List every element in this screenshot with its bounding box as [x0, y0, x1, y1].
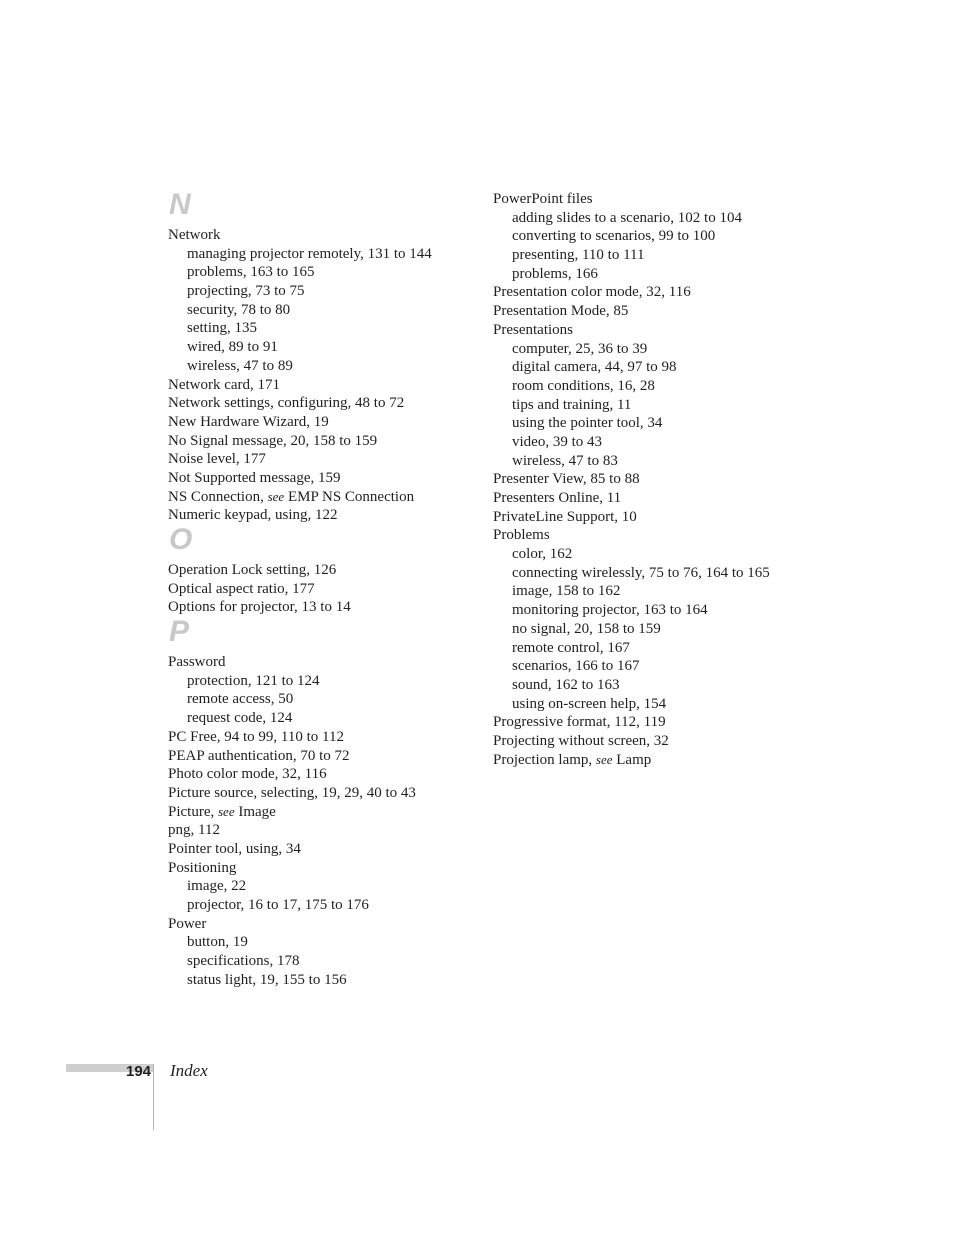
index-subentry: using on-screen help, 154 [512, 695, 667, 712]
index-subentry: protection, 121 to 124 [187, 672, 320, 689]
index-subentry: security, 78 to 80 [187, 301, 291, 318]
index-entry: Network settings, configuring, 48 to 72 [168, 395, 405, 412]
index-subentry: image, 158 to 162 [512, 583, 621, 600]
section-letter: O [169, 523, 193, 556]
section-letter: P [169, 615, 190, 649]
index-subentry: sound, 162 to 163 [512, 676, 620, 693]
index-subentry: computer, 25, 36 to 39 [512, 340, 648, 357]
index-entry: Not Supported message, 159 [168, 469, 341, 486]
index-subentry: button, 19 [187, 934, 248, 951]
index-subentry: projector, 16 to 17, 175 to 176 [187, 897, 369, 913]
index-entry: Picture source, selecting, 19, 29, 40 to 43 [168, 784, 416, 801]
index-entry: Noise level, 177 [168, 451, 266, 468]
index-entry [168, 488, 468, 507]
index-column-right [493, 190, 813, 769]
index-subentry: projecting, 73 to 75 [187, 283, 305, 300]
index-subentry: video, 39 to 43 [512, 433, 602, 450]
index-entry: Network card, 171 [168, 376, 281, 393]
page-number: 194 [126, 1063, 152, 1080]
section-letter: N [169, 188, 191, 221]
index-entry: New Hardware Wizard, 19 [168, 413, 329, 430]
entry-text: Projection lamp, [493, 751, 596, 768]
entry-text: NS Connection, [168, 488, 268, 505]
index-entry: Options for projector, 13 to 14 [168, 599, 351, 616]
index-entry: Optical aspect ratio, 177 [168, 580, 315, 597]
index-subentry: wireless, 47 to 83 [512, 452, 618, 469]
index-entry: No Signal message, 20, 158 to 159 [168, 432, 378, 449]
index-entry: Progressive format, 112, 119 [493, 714, 666, 731]
index-entry [493, 751, 813, 770]
index-subentry: setting, 135 [187, 320, 257, 337]
index-entry: Photo color mode, 32, 116 [168, 766, 327, 783]
index-entry: PEAP authentication, 70 to 72 [168, 747, 350, 764]
index-entry: Password [168, 654, 226, 671]
index-subentry: wired, 89 to 91 [187, 339, 278, 356]
index-subentry: tips and training, 11 [512, 396, 632, 413]
index-entry: Projecting without screen, 32 [493, 732, 669, 749]
index-entry: Presenters Online, 11 [493, 490, 622, 506]
index-subentry: connecting wirelessly, 75 to 76, 164 to 165 [512, 564, 770, 581]
see-target: Lamp [612, 751, 652, 768]
see-target: Image [234, 803, 276, 820]
index-subentry: managing projector remotely, 131 to 144 [187, 245, 432, 262]
index-entry: png, 112 [168, 822, 220, 839]
see-reference: see [595, 751, 613, 767]
index-entry: Pointer tool, using, 34 [168, 840, 301, 857]
index-entry: Presentation Mode, 85 [493, 303, 629, 320]
index-entry: Positioning [168, 859, 237, 876]
index-entry: Operation Lock setting, 126 [168, 562, 337, 578]
running-head: Index [170, 1061, 208, 1080]
index-subentry: converting to scenarios, 99 to 100 [512, 228, 716, 245]
index-entry: PC Free, 94 to 99, 110 to 112 [168, 728, 344, 745]
index-subentry: monitoring projector, 163 to 164 [512, 602, 708, 619]
index-entry: Network [168, 227, 221, 243]
index-entry: Presentation color mode, 32, 116 [493, 284, 691, 301]
index-subentry: image, 22 [187, 878, 247, 895]
index-subentry: problems, 166 [512, 265, 598, 282]
index-entry: PrivateLine Support, 10 [493, 508, 637, 525]
index-entry [168, 803, 468, 822]
index-entry: Numeric keypad, using, 122 [168, 507, 338, 524]
index-subentry: no signal, 20, 158 to 159 [512, 620, 661, 637]
index-entry: Power [168, 915, 207, 932]
index-subentry: scenarios, 166 to 167 [512, 658, 640, 675]
entry-text: Picture, [168, 803, 218, 820]
index-subentry: room conditions, 16, 28 [512, 377, 655, 394]
index-subentry: using the pointer tool, 34 [512, 415, 663, 432]
index-subentry: presenting, 110 to 111 [512, 247, 645, 264]
index-subentry: digital camera, 44, 97 to 98 [512, 359, 677, 376]
index-subentry: problems, 163 to 165 [187, 264, 315, 281]
index-column-left [168, 190, 468, 989]
index-entry: PowerPoint files [493, 191, 593, 207]
index-subentry: adding slides to a scenario, 102 to 104 [512, 209, 742, 226]
see-reference: see [218, 803, 235, 819]
see-reference: see [267, 488, 285, 504]
footer-rule [153, 1064, 154, 1130]
see-target: EMP NS Connection [284, 488, 415, 505]
index-subentry: remote access, 50 [187, 691, 294, 708]
index-subentry: specifications, 178 [187, 953, 300, 970]
index-subentry: wireless, 47 to 89 [187, 357, 293, 374]
index-subentry: remote control, 167 [512, 639, 630, 656]
index-entry: Presentations [493, 321, 573, 338]
index-subentry: request code, 124 [187, 710, 293, 727]
index-entry: Presenter View, 85 to 88 [493, 471, 640, 488]
index-subentry: status light, 19, 155 to 156 [187, 971, 347, 988]
index-entry: Problems [493, 527, 550, 544]
index-subentry: color, 162 [512, 546, 573, 563]
